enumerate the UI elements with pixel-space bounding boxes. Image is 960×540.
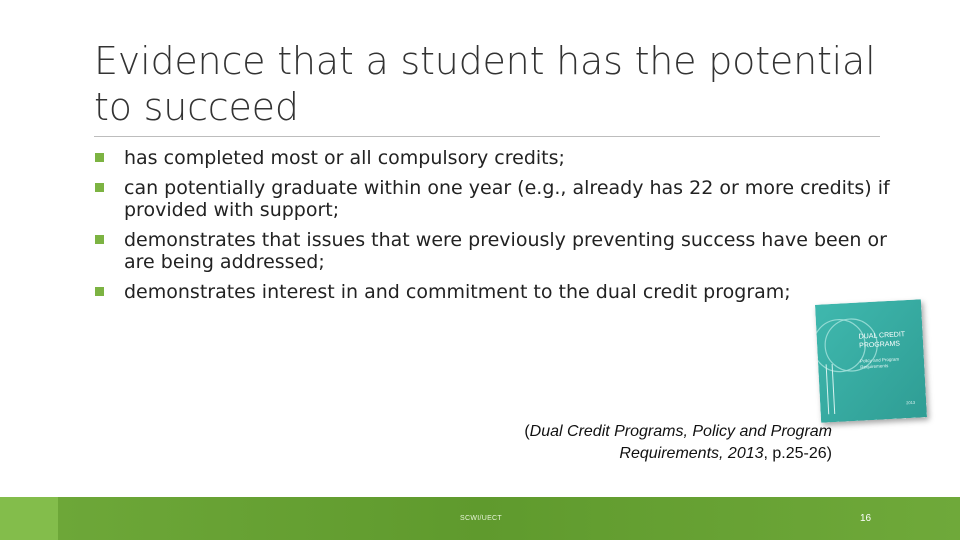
book-cover-image: [815, 299, 927, 422]
citation-open: (: [524, 423, 530, 440]
bullet-text: can potentially graduate within one year (e.g., already has 22 or more credits) if provided with support;: [124, 177, 890, 221]
footer-bar: [0, 497, 960, 540]
page-number: 16: [860, 513, 872, 524]
citation-title-line2: Requirements, 2013: [619, 445, 764, 462]
slide-title: Evidence that a student has the potential to succeed: [94, 39, 876, 129]
bullet-text: has completed most or all compulsory credits;: [124, 147, 565, 169]
citation-pages: , p.25-26): [763, 445, 832, 462]
book-year: 2013: [906, 399, 916, 406]
citation: [524, 421, 832, 465]
footer-org: SCWI/UECT: [460, 515, 502, 522]
bullet-item: [94, 177, 894, 221]
square-bullet-icon: [95, 153, 104, 162]
bullet-item: [94, 229, 894, 273]
book-heading-2: PROGRAMS: [859, 340, 901, 350]
bullet-item: [94, 281, 894, 303]
footer-accent: [0, 497, 58, 540]
bullet-item: [94, 147, 894, 169]
square-bullet-icon: [95, 287, 104, 296]
bullet-text: demonstrates that issues that were previously preventing success have been or are being addressed;: [124, 229, 887, 273]
square-bullet-icon: [95, 183, 104, 192]
book-heading-1: DUAL CREDIT: [858, 331, 906, 341]
bullet-text: demonstrates interest in and commitment to the dual credit program;: [124, 281, 791, 303]
square-bullet-icon: [95, 235, 104, 244]
book-sub-1: Policy and Program: [859, 356, 900, 364]
title-divider: [94, 136, 880, 137]
book-sub-2: Requirements: [860, 363, 889, 370]
citation-title: Dual Credit Programs, Policy and Program: [529, 423, 832, 440]
bullet-list: [94, 147, 894, 311]
